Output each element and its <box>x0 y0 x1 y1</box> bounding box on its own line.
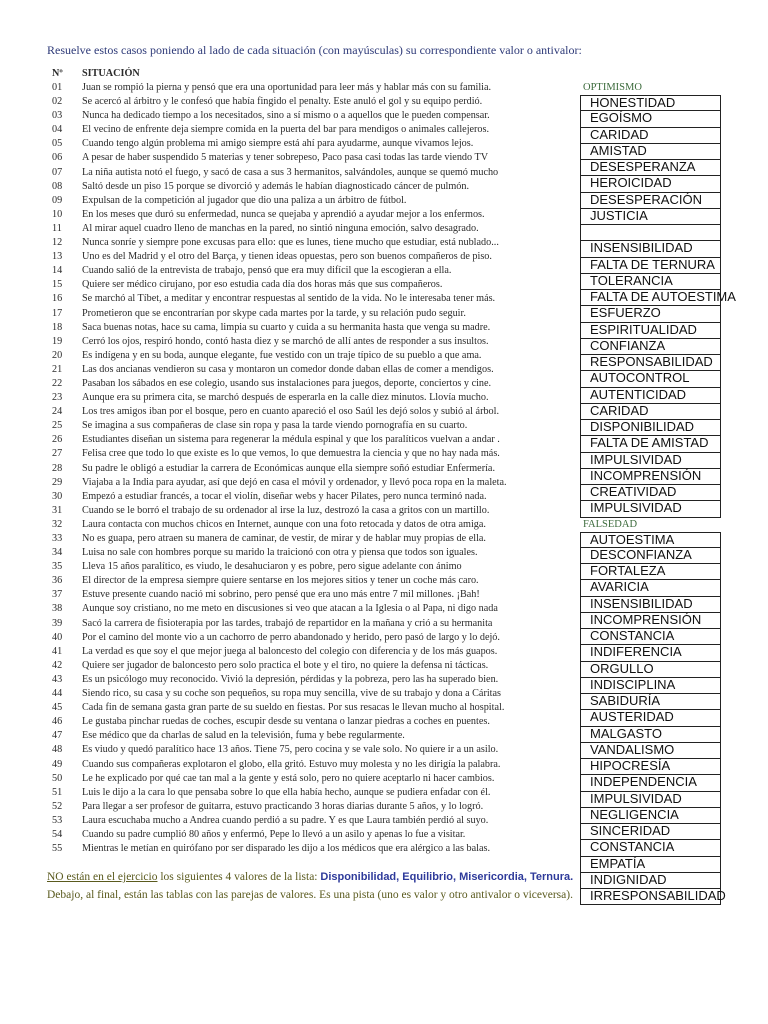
value-label: CREATIVIDAD <box>590 484 677 499</box>
situation-number: 11 <box>52 222 62 234</box>
value-cell[interactable] <box>580 532 721 548</box>
value-label: AUTOCONTROL <box>590 370 690 386</box>
situation-text: Es un psicólogo muy reconocido. Vivió la depresión, pérdidas y la pobreza, pero las ha superado bien. <box>82 673 499 685</box>
situation-text: Quiere ser médico cirujano, por eso estudia cada día dos horas más que sus compañeros. <box>82 279 443 291</box>
value-label: INCOMPRENSIÓN <box>590 467 702 483</box>
situation-row <box>52 476 577 490</box>
situation-text: En los meses que duró su enfermedad, nunca se quejaba y aprendió a ayudar mejor a los enfermos. <box>82 208 485 220</box>
situation-number: 24 <box>52 406 63 418</box>
note-underlined: NO están en el ejercicio <box>47 871 158 883</box>
situation-row <box>52 743 577 757</box>
value-cell[interactable] <box>580 404 721 420</box>
value-cell[interactable] <box>580 564 721 580</box>
situation-number: 04 <box>52 124 63 136</box>
situation-row <box>52 151 577 165</box>
situation-number: 07 <box>52 166 63 178</box>
situation-row <box>52 518 577 532</box>
situation-number: 33 <box>52 533 63 544</box>
number-header: Nº <box>52 68 63 79</box>
value-label: INDISCIPLINA <box>590 676 676 692</box>
situation-text: Se acercó al árbitro y le confesó que había fingido el penalty. Este anuló el gol y su equipo perdió. <box>82 96 483 108</box>
situation-number: 37 <box>52 589 63 601</box>
value-cell[interactable] <box>580 840 721 856</box>
value-label: IMPULSIVIDAD <box>590 451 682 467</box>
situation-row <box>52 504 577 518</box>
situation-text: Es indígena y en su boda, aunque elegante, fue vestido con un traje típico de su pueblo a que ama. <box>82 349 482 361</box>
value-label: IMPULSIVIDAD <box>590 790 682 806</box>
situation-header: SITUACIÓN <box>82 68 140 79</box>
situation-row <box>52 180 577 194</box>
value-label: INDIGNIDAD <box>590 871 667 887</box>
footer-note <box>47 868 757 904</box>
situation-row <box>52 123 577 137</box>
situation-row <box>52 335 577 349</box>
situation-row <box>52 786 577 800</box>
situation-number: 03 <box>52 110 63 122</box>
value-label: ESFUERZO <box>590 305 661 321</box>
situation-text: Siendo rico, su casa y su coche son pequeños, su ropa muy sencilla, vive de su trabajo y dona a Cáritas <box>82 688 501 700</box>
value-label: CARIDAD <box>590 402 649 418</box>
value-label: AMISTAD <box>590 142 647 158</box>
situations-header <box>52 67 577 81</box>
situation-text: Le he explicado por qué cae tan mal a la gente y está solo, pero no quiere aceptarlo ni hacer cambios. <box>82 772 495 784</box>
situation-row <box>52 321 577 335</box>
situation-row <box>52 617 577 631</box>
value-cell[interactable] <box>580 160 721 176</box>
situation-number: 54 <box>52 828 63 840</box>
value-label: RESPONSABILIDAD <box>590 354 713 369</box>
situation-number: 53 <box>52 814 63 826</box>
situation-number: 22 <box>52 377 63 389</box>
value-label: HONESTIDAD <box>590 95 676 110</box>
situation-text: Aunque era su primera cita, se marchó después de esperarla en la calle diez minutos. Llovía mucho. <box>82 392 489 404</box>
situation-row <box>52 95 577 109</box>
situation-text: Por el camino del monte vio a un cachorro de perro abandonado y herido, pero pasó de largo y lo dejó. <box>82 631 500 643</box>
situation-number: 39 <box>52 617 63 629</box>
value-cell[interactable] <box>580 176 721 192</box>
situation-row <box>52 109 577 123</box>
situation-text: Felisa cree que todo lo que existe es lo que vemos, lo que demuestra la ciencia y que no hay nada más. <box>82 448 500 460</box>
situation-row <box>52 363 577 377</box>
value-label: DESESPERANZA <box>590 159 696 174</box>
value-label: VANDALISMO <box>590 741 675 757</box>
value-cell[interactable] <box>580 193 721 209</box>
situation-text: Sacó la carrera de fisioterapia por las tardes, trabajó de repartidor en la mañana y crió a su hermanita <box>82 617 493 629</box>
situation-text: Laura escuchaba mucho a Andrea cuando perdió a su padre. Y es que Laura también perdió al suyo. <box>82 814 489 826</box>
situation-text: Saltó desde un piso 15 porque se divorció y además le habían diagnosticado cáncer de pulmón. <box>82 180 470 192</box>
value-cell[interactable] <box>580 759 721 775</box>
value-label: JUSTICIA <box>590 207 648 223</box>
situation-text: Aunque soy cristiano, no me meto en discusiones si veo que atacan a la Iglesia o al Papa, ni digo nada <box>82 603 498 615</box>
situation-text: Laura contacta con muchos chicos en Internet, aunque con una foto retocada y datos de otra amiga. <box>82 518 486 530</box>
value-cell[interactable] <box>580 306 721 322</box>
situation-row <box>52 800 577 814</box>
situation-number: 30 <box>52 490 63 502</box>
values-group-header-falsedad: FALSEDAD <box>583 518 638 530</box>
value-cell[interactable] <box>580 323 721 339</box>
situation-number: 12 <box>52 237 63 249</box>
situation-text: Ese médico que da charlas de salud en la televisión, fuma y bebe regularmente. <box>82 730 405 742</box>
situation-number: 44 <box>52 688 63 700</box>
value-label: DESCONFIANZA <box>590 546 692 562</box>
value-cell[interactable] <box>580 453 721 469</box>
situation-text: El vecino de enfrente deja siempre comida en la puerta del bar para mendigos o animales callejeros. <box>82 124 490 136</box>
value-label: AUTENTICIDAD <box>590 386 687 402</box>
situation-number: 38 <box>52 603 63 615</box>
value-label: TOLERANCIA <box>590 272 673 288</box>
value-label: ORGULLO <box>590 660 654 676</box>
situation-number: 26 <box>52 434 63 446</box>
situation-number: 49 <box>52 758 63 770</box>
situation-text: Luis le dijo a la cara lo que pensaba sobre lo que ella había hecho, aunque se pudiera enfadar con él. <box>82 786 491 798</box>
situation-row <box>52 814 577 828</box>
value-cell[interactable] <box>580 678 721 694</box>
value-label: MALGASTO <box>590 725 663 741</box>
situation-text: Cuando salió de la entrevista de trabajo, pensó que era muy difícil que la escogieran a ella. <box>82 265 452 277</box>
situation-row <box>52 772 577 786</box>
value-cell[interactable] <box>580 258 721 274</box>
situation-text: Al mirar aquel cuadro lleno de manchas en la pared, no sintió ninguna emoción, salvo desagrado. <box>82 222 479 234</box>
situation-number: 19 <box>52 335 63 347</box>
situation-text: Estuve presente cuando nació mi sobrino, pero pensé que era uno más entre 7 mil millones. ¡Bah! <box>82 589 480 601</box>
situation-text: Nunca sonríe y siempre pone excusas para ello: que es lunes, tiene mucho que estudiar, está nublado... <box>82 237 499 249</box>
situation-row <box>52 194 577 208</box>
situation-number: 02 <box>52 96 63 108</box>
values-column <box>580 81 736 905</box>
situation-text: Las dos ancianas vendieron su casa y montaron un comedor donde daban ellas de comer a mendigos. <box>82 363 494 375</box>
situation-text: Cerró los ojos, respiró hondo, contó hasta diez y se marchó de allí antes de responder a sus insultos. <box>82 335 489 347</box>
situation-number: 20 <box>52 349 63 361</box>
situation-number: 50 <box>52 772 63 784</box>
value-cell[interactable] <box>580 128 721 144</box>
value-cell[interactable] <box>580 597 721 613</box>
situation-text: La verdad es que soy el que mejor juega al baloncesto del colegio con diferencia y de los más guapos. <box>82 645 498 657</box>
situation-number: 21 <box>52 363 63 375</box>
situation-row <box>52 292 577 306</box>
value-label: EMPATÍA <box>590 855 646 871</box>
situation-row <box>52 490 577 504</box>
situation-row <box>52 645 577 659</box>
situation-number: 06 <box>52 152 63 164</box>
value-cell[interactable] <box>580 501 721 517</box>
value-cell[interactable] <box>580 792 721 808</box>
situation-number: 34 <box>52 547 63 559</box>
situation-text: Cuando sus compañeras explotaron el globo, ella gritó. Estuvo muy molesta y no les dirigía la palabra. <box>82 758 501 770</box>
value-label: CONSTANCIA <box>590 628 675 643</box>
situation-text: Para llegar a ser profesor de guitarra, estuvo practicando 3 horas diarias durante 5 años, y lo logró. <box>82 800 484 812</box>
situation-row <box>52 307 577 321</box>
situation-text: Cada fin de semana gasta gran parte de su sueldo en fiestas. Por sus resacas le llevan mucho al hospital. <box>82 702 505 714</box>
situation-number: 15 <box>52 279 63 291</box>
situation-text: Estudiantes diseñan un sistema para regenerar la médula espinal y que los paralíticos vuelvan a andar . <box>82 434 500 446</box>
value-cell[interactable] <box>580 824 721 840</box>
value-label: SINCERIDAD <box>590 823 671 838</box>
situation-row <box>52 81 577 95</box>
situation-number: 14 <box>52 265 63 277</box>
situation-row <box>52 828 577 842</box>
situations-list <box>52 67 577 856</box>
instructions-title: Resuelve estos casos poniendo al lado de cada situación (con mayúsculas) su correspondiente valor o antivalor: <box>47 43 582 57</box>
situation-number: 41 <box>52 645 63 657</box>
situation-number: 01 <box>52 82 63 93</box>
value-cell[interactable] <box>580 485 721 501</box>
situation-text: Mientras le metían en quirófano por ser disparado les dijo a los médicos que era alérgico a las balas. <box>82 843 491 855</box>
value-label: AUSTERIDAD <box>590 709 674 725</box>
situation-row <box>52 433 577 447</box>
situation-text: Le gustaba pinchar ruedas de coches, escupir desde su ventana o lanzar piedras a coches en puentes. <box>82 716 490 728</box>
situation-number: 40 <box>52 631 63 643</box>
situation-number: 52 <box>52 800 63 812</box>
value-cell[interactable] <box>580 371 721 387</box>
situation-number: 17 <box>52 307 63 319</box>
situation-number: 25 <box>52 420 63 432</box>
situation-text: Se marchó al Tíbet, a meditar y encontrar respuestas al sentido de la vida. No le interesaba tener más. <box>82 293 496 305</box>
situation-text: Es viudo y quedó paralítico hace 13 años. Tiene 75, pero cocina y se vale solo. No quiere ir a un asilo. <box>82 744 499 756</box>
value-label: DISPONIBILIDAD <box>590 419 695 434</box>
situation-text: Nunca ha dedicado tiempo a los necesitados, sino a sí mismo o a aquellos que le pueden compensar. <box>82 110 490 122</box>
situation-number: 09 <box>52 194 63 206</box>
situation-text: Cuando tengo algún problema mi amigo siempre está ahí para ayudarme, aunque vivamos lejos. <box>82 138 474 150</box>
situation-row <box>52 574 577 588</box>
value-cell[interactable] <box>580 95 721 111</box>
value-cell[interactable] <box>580 209 721 225</box>
value-label: IRRESPONSABILIDAD <box>590 888 726 903</box>
situation-number: 16 <box>52 293 63 305</box>
situation-text: No es guapa, pero atraen su manera de caminar, de vestir, de mirar y de hablar muy propias de ella. <box>82 533 486 544</box>
value-cell[interactable] <box>580 808 721 824</box>
situation-text: Expulsan de la competición al jugador que dio una paliza a un árbitro de fútbol. <box>82 194 407 206</box>
situation-number: 10 <box>52 208 63 220</box>
value-cell[interactable] <box>580 775 721 791</box>
situation-number: 08 <box>52 180 63 192</box>
situation-row <box>52 236 577 250</box>
situation-text: Pasaban los sábados en ese colegio, usando sus instalaciones para juegos, deporte, conciertos y cine. <box>82 377 492 389</box>
value-cell[interactable] <box>580 580 721 596</box>
situation-number: 27 <box>52 448 63 460</box>
value-label: INSENSIBILIDAD <box>590 240 693 256</box>
situation-number: 28 <box>52 462 63 474</box>
value-label: DESESPERACIÓN <box>590 191 702 207</box>
value-label: AUTOESTIMA <box>590 531 675 547</box>
value-cell[interactable] <box>580 645 721 661</box>
situation-number: 32 <box>52 518 63 530</box>
value-label: CARIDAD <box>590 126 649 142</box>
situation-text: Se imagina a sus compañeras de clase sin ropa y pasa la tarde viendo pornografía en su cuarto. <box>82 420 468 432</box>
situation-number: 18 <box>52 321 63 333</box>
situation-text: Los tres amigos iban por el bosque, pero en cuanto apareció el oso Saúl les dejó solos y subió al árbol. <box>82 406 500 418</box>
value-cell[interactable] <box>580 662 721 678</box>
value-label: INDIFERENCIA <box>590 644 682 660</box>
value-label: CONFIANZA <box>590 337 666 353</box>
value-label: AVARICIA <box>590 579 649 595</box>
value-label: FALTA DE AUTOESTIMA <box>590 289 736 304</box>
value-label: ESPIRITUALIDAD <box>590 321 697 337</box>
situation-row <box>52 673 577 687</box>
situation-row <box>52 137 577 151</box>
situation-number: 35 <box>52 561 63 573</box>
situation-number: 43 <box>52 673 63 685</box>
situation-row <box>52 377 577 391</box>
value-label: CONSTANCIA <box>590 839 675 855</box>
situation-row <box>52 222 577 236</box>
value-label: IMPULSIVIDAD <box>590 500 682 516</box>
situation-number: 55 <box>52 843 63 855</box>
value-label: FALTA DE AMISTAD <box>590 435 709 451</box>
situation-number: 51 <box>52 786 63 798</box>
note-hint: Debajo, al final, están las tablas con las parejas de valores. Es una pista (uno es valor y otro antivalor o viceversa). <box>47 889 573 901</box>
situation-row <box>52 560 577 574</box>
situation-number: 48 <box>52 744 63 756</box>
situation-row <box>52 546 577 560</box>
value-label: HEROICIDAD <box>590 175 672 191</box>
value-cell[interactable] <box>580 613 721 629</box>
situation-number: 45 <box>52 702 63 714</box>
situation-row <box>52 602 577 616</box>
situation-text: Luisa no sale con hombres porque su marido la traicionó con otra y piensa que todos son iguales. <box>82 547 478 559</box>
value-label: SABIDURÍA <box>590 693 661 708</box>
value-cell[interactable] <box>580 743 721 759</box>
situation-text: Saca buenas notas, hace su cama, limpia su cuarto y cuida a su hermanita hasta que venga su madre. <box>82 321 491 333</box>
situation-row <box>52 729 577 743</box>
situation-row <box>52 758 577 772</box>
situation-row <box>52 701 577 715</box>
value-label: HIPOCRESÍA <box>590 758 671 773</box>
value-cell[interactable] <box>580 436 721 452</box>
situation-text: A pesar de haber suspendido 5 materias y tener sobrepeso, Paco pasa casi todas las tarde viendo TV <box>82 152 489 164</box>
value-cell[interactable] <box>580 629 721 645</box>
situation-row <box>52 208 577 222</box>
situation-number: 31 <box>52 504 63 516</box>
value-cell[interactable] <box>580 727 721 743</box>
situation-row <box>52 715 577 729</box>
value-cell[interactable] <box>580 710 721 726</box>
value-cell[interactable] <box>580 420 721 436</box>
note-text: los siguientes 4 valores de la lista: <box>157 871 321 883</box>
value-cell[interactable] <box>580 548 721 564</box>
values-group-header-optimismo: OPTIMISMO <box>583 82 642 93</box>
value-label: NEGLIGENCIA <box>590 806 679 822</box>
value-cell[interactable] <box>580 339 721 355</box>
situation-row <box>52 391 577 405</box>
situation-row <box>52 842 577 856</box>
value-cell[interactable] <box>580 144 721 160</box>
situation-row <box>52 166 577 180</box>
situation-text: Su padre le obligó a estudiar la carrera de Económicas aunque ella siempre soñó estudiar Enfermería. <box>82 462 495 474</box>
situation-number: 36 <box>52 575 63 587</box>
value-label: FORTALEZA <box>590 563 666 578</box>
value-label: FALTA DE TERNURA <box>590 256 715 272</box>
value-label: INCOMPRENSIÓN <box>590 611 702 627</box>
value-label: INDEPENDENCIA <box>590 774 697 790</box>
situation-row <box>52 447 577 461</box>
situation-number: 46 <box>52 716 63 728</box>
situation-row <box>52 588 577 602</box>
situation-text: Prometieron que se encontrarían por skype cada martes por la tarde, y su relación pudo seguir. <box>82 307 466 319</box>
situation-number: 29 <box>52 476 63 488</box>
situation-text: Empezó a estudiar francés, a tocar el violín, diseñar webs y hacer Pilates, pero nunca terminó nada. <box>82 490 487 502</box>
situation-row <box>52 349 577 363</box>
value-cell[interactable] <box>580 289 736 306</box>
situation-row <box>52 462 577 476</box>
situation-row <box>52 659 577 673</box>
situation-row <box>52 419 577 433</box>
value-cell[interactable] <box>580 111 721 127</box>
situation-row <box>52 264 577 278</box>
situation-text: Juan se rompió la pierna y pensó que era una oportunidad para leer más y hablar más con su familia. <box>82 82 492 93</box>
value-cell[interactable] <box>580 225 721 241</box>
situation-text: Lleva 15 años paralítico, es viudo, le desahuciaron y es pobre, pero sigue adelante con ánimo <box>82 561 462 573</box>
situation-number: 05 <box>52 138 63 150</box>
situation-row <box>52 405 577 419</box>
situation-row <box>52 532 577 546</box>
value-cell[interactable] <box>580 388 721 404</box>
situation-row <box>52 631 577 645</box>
value-cell[interactable] <box>580 469 721 485</box>
situation-number: 23 <box>52 392 63 404</box>
value-cell[interactable] <box>580 241 721 257</box>
situation-text: Cuando se le borró el trabajo de su ordenador al irse la luz, destrozó la casa a gritos con un martillo. <box>82 504 490 516</box>
value-cell[interactable] <box>580 694 721 710</box>
situation-number: 42 <box>52 659 63 671</box>
situation-row <box>52 278 577 292</box>
situation-text: La niña autista notó el fuego, y sacó de casa a sus 3 hermanitos, salvándoles, aunque se quemó mucho <box>82 166 499 178</box>
value-cell[interactable] <box>580 274 721 290</box>
value-label: EGOÍSMO <box>590 110 653 126</box>
situation-text: El director de la empresa siempre quiere sentarse en los mejores sitios y tener un coche más caro. <box>82 575 479 587</box>
situation-text: Quiere ser jugador de baloncesto pero solo practica el bote y el tiro, no quiere la defensa ni tácticas. <box>82 659 489 671</box>
situation-number: 47 <box>52 730 63 742</box>
value-cell[interactable] <box>580 355 721 371</box>
situation-text: Viajaba a la India para ayudar, así que dejó en casa el móvil y ordenador, y llevó poca ropa en la maleta. <box>82 476 507 488</box>
value-label: INSENSIBILIDAD <box>590 595 693 611</box>
situation-row <box>52 250 577 264</box>
situation-row <box>52 687 577 701</box>
situation-text: Cuando su padre cumplió 80 años y enfermó, Pepe lo llevó a un asilo y apenas lo fue a visitar. <box>82 828 466 840</box>
note-values: Disponibilidad, Equilibrio, Misericordia, Ternura. <box>320 871 574 883</box>
situation-number: 13 <box>52 251 63 263</box>
situation-text: Uno es del Madrid y el otro del Barça, y tienen ideas opuestas, pero son buenos compañeros de piso. <box>82 251 492 263</box>
